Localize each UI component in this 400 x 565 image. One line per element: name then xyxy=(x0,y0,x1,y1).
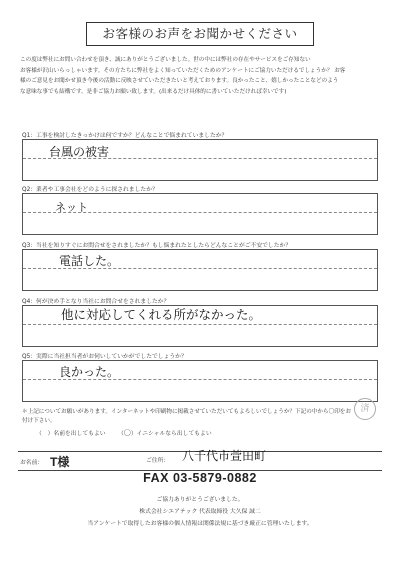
answer-line xyxy=(23,212,377,213)
option-initial-label: イニシャルなら出してもよい xyxy=(136,431,212,437)
question-5-answer: 良かった。 xyxy=(59,365,120,379)
question-3-answer-box xyxy=(22,249,378,291)
answer-line xyxy=(23,268,377,269)
question-2-answer: ネット xyxy=(55,201,88,214)
fax-number: FAX 03-5879-0882 xyxy=(143,471,257,485)
question-3-answer: 電話した。 xyxy=(59,254,120,268)
question-1-answer-box xyxy=(22,139,378,181)
option-initial-mark: 〇 xyxy=(123,429,131,437)
question-2-label: Q2：業者や工事会社をどのように探されましたか？ xyxy=(22,187,158,193)
option-name-label: 名前を出してもよい xyxy=(53,431,106,437)
question-4-label: Q4：何が決め手となり当社にお問合せをされましたか？ xyxy=(22,299,170,305)
question-1-answer: 台風の被害 xyxy=(49,145,110,159)
stamp-seal: 済 xyxy=(354,398,376,420)
question-3-label: Q3：当社を知りすぐにお問合せをされましたか？もし悩まれたとしたらどんなことがご不安でしたか？ xyxy=(22,243,292,249)
question-4-answer-box xyxy=(22,305,378,347)
footer-thanks: ご協力ありがとうございました。 xyxy=(156,497,244,503)
name-value: T様 xyxy=(50,455,70,469)
question-2-answer-box xyxy=(22,193,378,235)
name-label: お名前： xyxy=(20,460,44,466)
name-address-row xyxy=(18,451,382,471)
address-label: ご住所： xyxy=(146,458,170,464)
question-1-label: Q1：工事を検討したきっかけは何ですか？どんなことで悩まれていましたか？ xyxy=(22,133,228,139)
option-name[interactable]: （ ）名前を出してもよい xyxy=(36,431,106,437)
intro-text xyxy=(20,55,382,97)
footer-privacy: 当アンケートで取得したお客様の個人情報は関係法規に基づき厳正に管理いたします。 xyxy=(87,521,313,527)
answer-line xyxy=(23,379,377,380)
permission-text: ＊上記についてお願いがあります。インターネットや印刷物に掲載させていただいてもよろしいでしょうか？下記の中から〇印をお付け下さい。 xyxy=(22,409,351,424)
footer-company: 株式会社シエアテック 代表取締役 大久保 誠二 xyxy=(139,509,261,515)
answer-line xyxy=(23,324,377,325)
intro-line: な意味な事でも結構です。是非ご協力お願い致します。(出来るだけ具体的に書いていただければ幸いです) xyxy=(20,88,287,95)
intro-line: 様のご意見をお聞かせ頂き今後の活動に反映させていただきたいと考えております。良かったこと、嬉しかったことなどのよう xyxy=(20,78,339,84)
question-5-answer-box xyxy=(22,360,378,402)
page-title: お客様のお声をお聞かせください xyxy=(86,22,314,46)
address-value: 八千代市萱田町 xyxy=(182,449,267,463)
answer-line xyxy=(23,158,377,159)
question-5-label: Q5：実際に当社担当者がお伺いしていかがでしたでしょうか？ xyxy=(22,354,187,360)
question-4-answer: 他に対応してくれる所がなかった。 xyxy=(61,307,262,322)
option-initial[interactable]: （〇）イニシャルなら出してもよい xyxy=(118,429,212,437)
intro-line: この度は弊社にお問い合わせを頂き、誠にありがとうございました。世の中には弊社の存在やサービスをご存知ない xyxy=(20,57,311,63)
intro-line: お客様が沢山いらっしゃいます。その方たちに弊社をよく知っていただくためのアンケートにご協力いただけるでしょうか？ お客 xyxy=(20,67,346,74)
